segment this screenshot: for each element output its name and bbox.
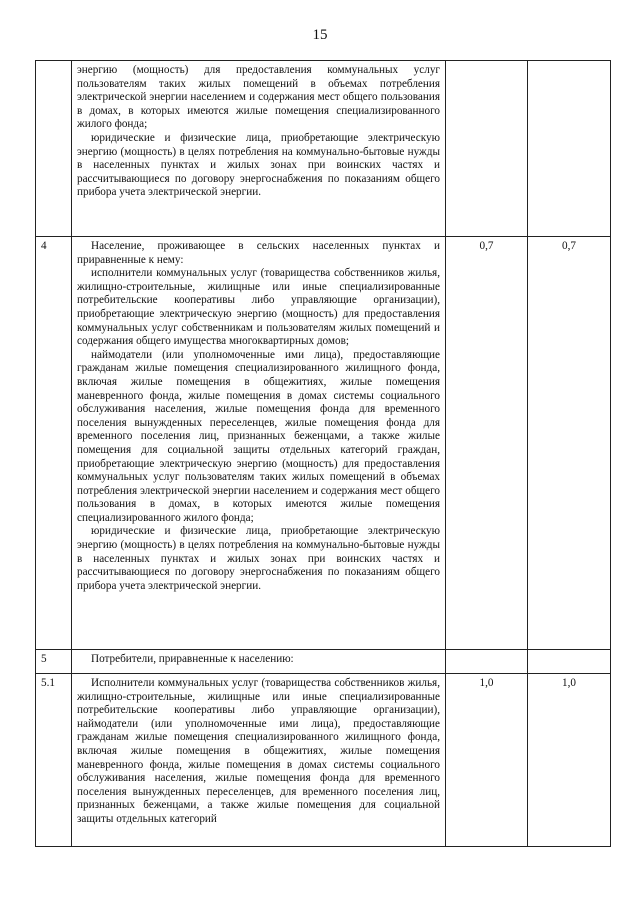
row-description (72, 674, 446, 847)
description-paragraph: исполнители коммунальных услуг (товарищества собственников жилья, жилищно-строительные, жилищные или иные специализированные потребительские кооперативы либо управляющие организации), приобретающие электрическую энергию (мощность) для предоставления коммунальных услуг собственникам и пользователям жилых помещений и содержания общего имущества многоквартирных домов; (77, 267, 440, 348)
row-value-2: 1,0 (528, 674, 611, 847)
row-number: 5.1 (36, 674, 72, 847)
row-description (72, 61, 446, 237)
row-value-1 (446, 61, 528, 237)
table-row-5 (36, 650, 611, 674)
row-value-1: 1,0 (446, 674, 528, 847)
row-value-2 (528, 61, 611, 237)
row-description (72, 237, 446, 650)
description-paragraph: энергию (мощность) для предоставления коммунальных услуг пользователям таких жилых помещений в объемах потребления электрической энергии населением и содержания мест общего пользования в домах, в которых имеются жилые помещения специализированного жилого фонда; (77, 64, 440, 131)
table-row-5-1 (36, 674, 611, 847)
table-row-continuation (36, 61, 611, 237)
description-paragraph: наймодатели (или уполномоченные ими лица), предоставляющие гражданам жилые помещения специализированного жилищного фонда, включая жилые помещения в общежитиях, жилые помещения маневренного фонда, жилые помещения в домах системы социального обслуживания населения, жилые помещения фонда для временного поселения вынужденных переселенцев, жилые помещения фонда для временного поселения лиц, признанных беженцами, а также жилые помещения для социальной защиты отдельных категорий граждан, приобретающие электрическую энергию (мощность) для предоставления коммунальных услуг пользователям таких жилых помещений в объемах потребления электрической энергии населением и содержания мест общего пользования в домах, в которых имеются жилые помещения специализированного жилого фонда; (77, 348, 440, 524)
tariff-table (35, 60, 611, 847)
description-paragraph: Потребители, приравненные к населению: (91, 653, 294, 665)
row-number (36, 61, 72, 237)
row-number: 4 (36, 237, 72, 650)
row-description (72, 650, 446, 674)
description-paragraph: Население, проживающее в сельских населенных пунктах и приравненные к нему: (77, 240, 440, 266)
page-number: 15 (312, 27, 328, 43)
row-number: 5 (36, 650, 72, 674)
row-value-1: 0,7 (446, 237, 528, 650)
table-row-4 (36, 237, 611, 650)
description-paragraph: юридические и физические лица, приобретающие электрическую энергию (мощность) в целях потребления на коммунально-бытовые нужды в населенных пунктах и жилых зонах при воинских частях и рассчитывающиеся по договору энергоснабжения по показаниям общего прибора учета электрической энергии. (77, 525, 440, 592)
description-paragraph: юридические и физические лица, приобретающие электрическую энергию (мощность) в целях потребления на коммунально-бытовые нужды в населенных пунктах и жилых зонах при воинских частях и рассчитывающиеся по договору энергоснабжения по показаниям общего прибора учета электрической энергии. (77, 131, 440, 199)
row-value-1 (446, 650, 528, 674)
row-value-2: 0,7 (528, 237, 611, 650)
description-paragraph: Исполнители коммунальных услуг (товарищества собственников жилья, жилищно-строительные, жилищные или иные специализированные потребительские кооперативы либо управляющие организации), наймодатели (или уполномоченные ими лица), предоставляющие гражданам жилые помещения специализированного жилищного фонда, включая жилые помещения в общежитиях, жилые помещения маневренного фонда, жилые помещения в домах системы социального обслуживания населения, жилые помещения фонда для временного поселения вынужденных переселенцев, для временного поселения лиц, признанных беженцами, а также жилые помещения для социальной защиты отдельных категорий (77, 677, 440, 825)
row-value-2 (528, 650, 611, 674)
